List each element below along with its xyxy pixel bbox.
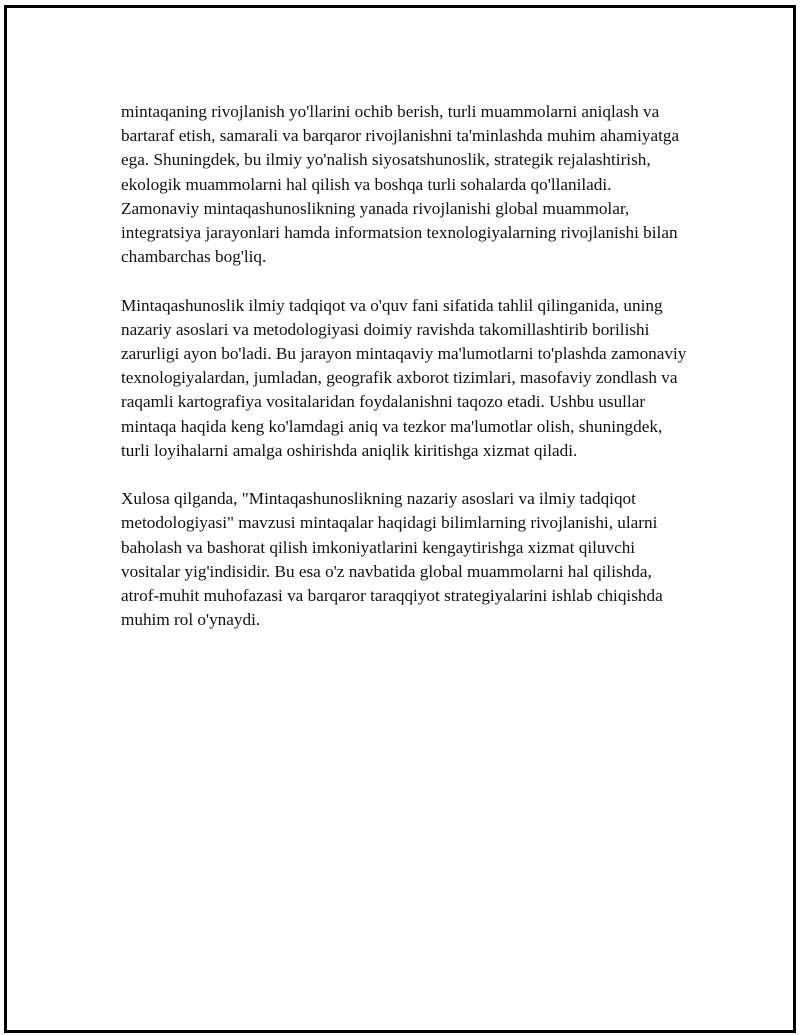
paragraph-3: Xulosa qilganda, "Mintaqashunoslikning nazariy asoslari va ilmiy tadqiqot metodologiyasi" mavzusi mintaqalar haqidagi bilimlarning rivojlanishi, ularni baholash va bashorat qilish imkoniyatlarini kengaytirishga xizmat qiluvchi vositalar yig'indisidir. Bu esa o'z navbatida global muammolarni hal qilishda, atrof-muhit muhofazasi va barqaror taraqqiyot strategiyalarini ishlab chiqishda muhim rol o'ynaydi.	[121, 489, 663, 630]
paragraph-1: mintaqaning rivojlanish yo'llarini ochib berish, turli muammolarni aniqlash va bartaraf etish, samarali va barqaror rivojlanishni ta'minlashda muhim ahamiyatga ega. Shuningdek, bu ilmiy yo'nalish siyosatshunoslik, strategik rejalashtirish, ekologik muammolarni hal qilish va boshqa turli sohalarda qo'llaniladi. Zamonaviy mintaqashunoslikning yanada rivojlanishi global muammolar, integratsiya jarayonlari hamda informatsion texnologiyalarning rivojlanishi bilan chambarchas bog'liq.	[121, 102, 680, 267]
document-page	[4, 5, 796, 1033]
document-body	[121, 100, 693, 632]
paragraph-2: Mintaqashunoslik ilmiy tadqiqot va o'quv fani sifatida tahlil qilinganida, uning nazariy asoslari va metodologiyasi doimiy ravishda takomillashtirib borilishi zarurligi ayon bo'ladi. Bu jarayon mintaqaviy ma'lumotlarni to'plashda zamonaviy texnologiyalardan, jumladan, geografik axborot tizimlari, masofaviy zondlash va raqamli kartografiya vositalaridan foydalanishni taqozo etadi. Ushbu usullar mintaqa haqida keng ko'lamdagi aniq va tezkor ma'lumotlar olish, shuningdek, turli loyihalarni amalga oshirishda aniqlik kiritishga xizmat qiladi.	[121, 295, 687, 460]
